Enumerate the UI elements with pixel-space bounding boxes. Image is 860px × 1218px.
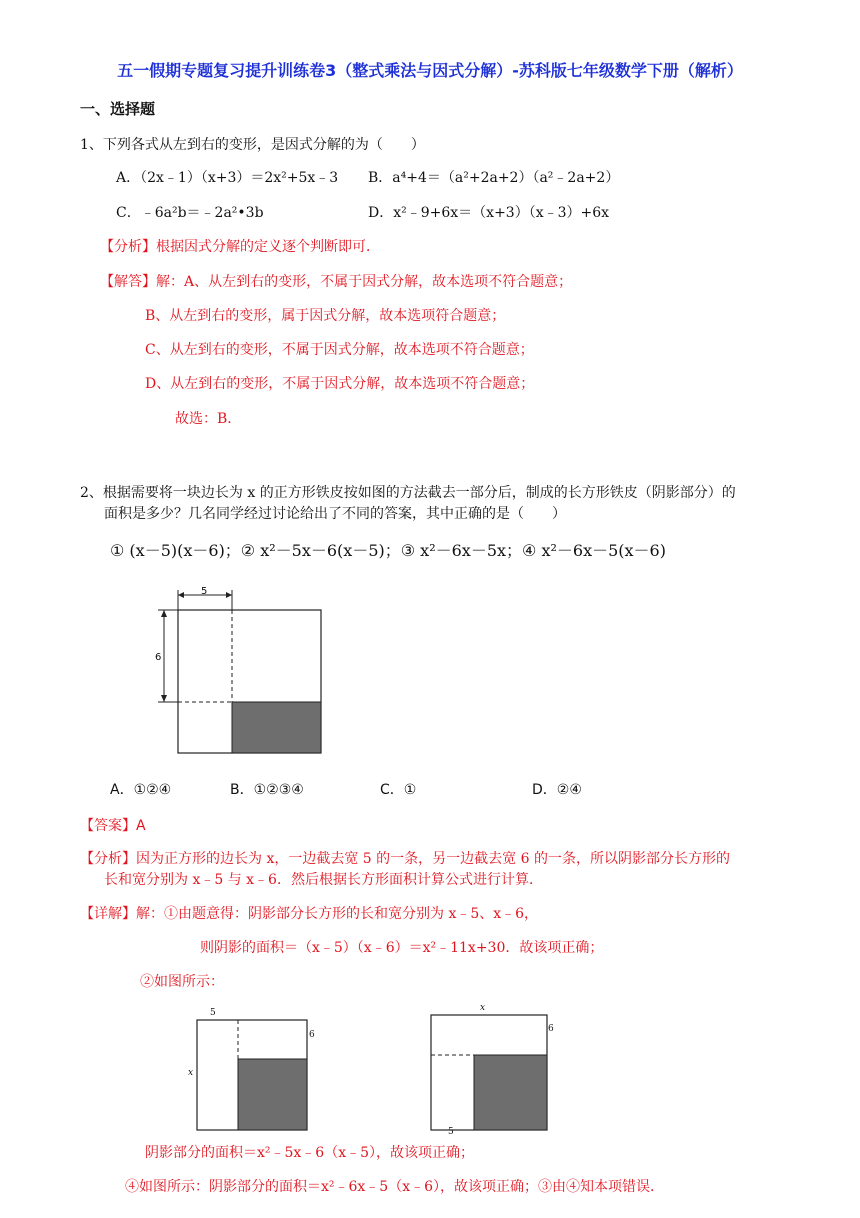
q2-stem-cont: 面积是多少？几名同学经过讨论给出了不同的答案，其中正确的是（ ）: [104, 506, 566, 522]
section-heading: 一、选择题: [80, 100, 156, 118]
q1-answer-line: D、从左到右的变形，不属于因式分解，故本选项不符合题意；: [145, 376, 535, 392]
q2-detail: ④如图所示：阴影部分的面积＝x²﹣6x﹣5（x﹣6），故该项正确；③由④知本项错误．: [125, 1179, 665, 1195]
q2-figure-3: [420, 1005, 560, 1135]
fig2-label-left: x: [188, 1068, 194, 1078]
q1-option-d: D．x²﹣9+6x＝（x+3）（x﹣3）+6x: [368, 205, 610, 221]
q2-option-b: B．①②③④: [230, 782, 304, 798]
q1-option-a: A．（2x﹣1）（x+3）＝2x²+5x﹣3: [116, 170, 339, 186]
q2-stem: 2、根据需要将一块边长为 x 的正方形铁皮按如图的方法截去一部分后，制成的长方形铁皮（阴影部分）的: [80, 485, 736, 501]
q2-answer: 【答案】A: [80, 818, 146, 834]
q2-analysis: 【分析】因为正方形的边长为 x，一边截去宽 5 的一条，另一边截去宽 6 的一条，所以阴影部分长方形的: [80, 851, 730, 867]
fig3-label-bottom: 5: [448, 1127, 454, 1137]
fig2-label-right: 6: [309, 1030, 315, 1040]
q1-analysis: 【分析】根据因式分解的定义逐个判断即可．: [100, 239, 380, 255]
q2-detail: 【详解】解：①由题意得：阴影部分长方形的长和宽分别为 x﹣5、x﹣6，: [80, 906, 539, 922]
q1-stem: 1、下列各式从左到右的变形，是因式分解的为（ ）: [80, 137, 425, 153]
q1-option-c: C．﹣6a²b＝﹣2a²•3b: [116, 205, 264, 221]
q1-answer-line: C、从左到右的变形，不属于因式分解，故本选项不符合题意；: [145, 342, 534, 358]
fig3-label-right: 6: [548, 1024, 554, 1034]
q2-detail: ②如图所示：: [140, 974, 224, 990]
q2-detail: 阴影部分的面积＝x²﹣5x﹣6（x﹣5），故该项正确；: [145, 1145, 475, 1161]
q2-choices: ① (x－5)(x－6)；② x²－5x－6(x－5)；③ x²－6x－5x；④ x²－6x－5(x－6): [110, 541, 666, 560]
page-title: 五一假期专题复习提升训练卷3（整式乘法与因式分解）-苏科版七年级数学下册（解析）: [117, 61, 743, 80]
fig3-label-top: x: [480, 1003, 486, 1013]
q1-option-b: B．a⁴+4＝（a²+2a+2）（a²﹣2a+2）: [368, 170, 620, 186]
q2-main-figure: [150, 585, 330, 760]
q2-figure-2: [185, 1008, 315, 1133]
q1-answer-line: 故选：B．: [175, 411, 242, 427]
fig1-label-5: 5: [201, 586, 208, 597]
q2-detail: 则阴影的面积＝（x﹣5）（x﹣6）＝x²﹣11x+30．故该项正确；: [200, 940, 604, 956]
q1-answer-line: 【解答】解：A、从左到右的变形，不属于因式分解，故本选项不符合题意；: [100, 274, 573, 290]
fig1-label-6: 6: [155, 652, 162, 663]
q2-analysis-cont: 长和宽分别为 x﹣5 与 x﹣6．然后根据长方形面积计算公式进行计算．: [104, 872, 543, 888]
q2-option-d: D．②④: [532, 782, 582, 798]
q1-answer-line: B、从左到右的变形，属于因式分解，故本选项符合题意；: [145, 308, 506, 324]
q2-option-c: C．①: [380, 782, 417, 798]
q2-option-a: A．①②④: [110, 782, 172, 798]
fig2-label-top: 5: [210, 1008, 216, 1018]
